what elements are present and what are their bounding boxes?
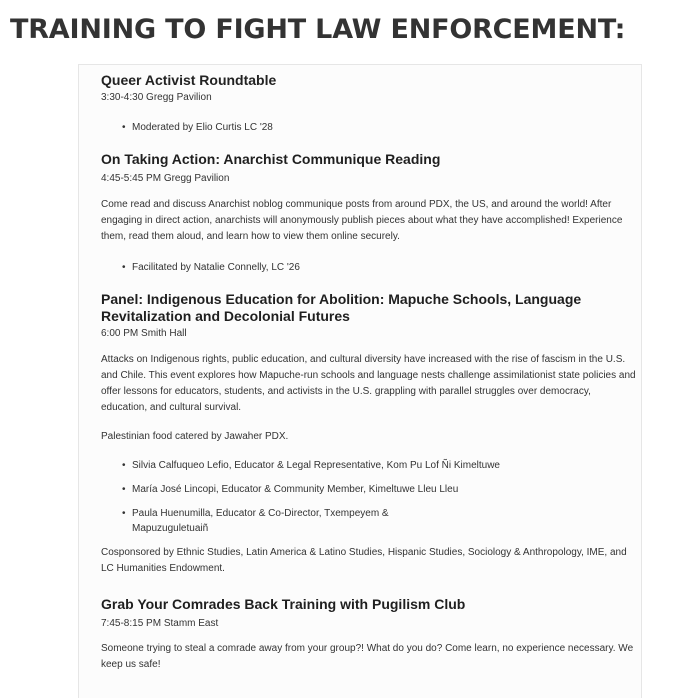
event-description-panel: Attacks on Indigenous rights, public education, and cultural diversity have increased with the rise of fascism in the U.S. and Chile. This event explores how Mapuche-run schools and language nests challenge assimilationist state policies and offer lessons for educators, students, and activists in the U.S. grappling with parallel struggles over democracy, education, and cultural survival. bbox=[101, 354, 636, 413]
event-meta-pugilism: 7:45-8:15 PM Stamm East bbox=[101, 618, 219, 629]
bullet-panelist-2: • María José Lincopi, Educator & Community Member, Kimeltuwe Lleu Lleu bbox=[132, 482, 612, 497]
event-meta-anarchist: 4:45-5:45 PM Gregg Pavilion bbox=[101, 173, 230, 184]
bullet-moderator: • Moderated by Elio Curtis LC '28 bbox=[132, 120, 612, 135]
headline: TRAINING TO FIGHT LAW ENFORCEMENT: bbox=[10, 14, 626, 45]
event-description-anarchist: Come read and discuss Anarchist noblog communique posts from around PDX, the US, and around the world! After engaging in direct action, anarchists will anonymously publish pieces about what they have accomplished! Experience them, read them aloud, and learn how to view them online securely. bbox=[101, 199, 623, 242]
event-description-pugilism: Someone trying to steal a comrade away from your group?! What do you do? Come learn, no experience necessary. We keep us safe! bbox=[101, 643, 634, 670]
event-schedule-document bbox=[78, 64, 642, 698]
bullet-facilitator: • Facilitated by Natalie Connelly, LC '26 bbox=[132, 260, 612, 275]
event-food-panel: Palestinian food catered by Jawaher PDX. bbox=[101, 431, 289, 442]
event-cosponsors-panel: Cosponsored by Ethnic Studies, Latin America & Latino Studies, Hispanic Studies, Sociology & Anthropology, IME, and LC Humanities Endowment. bbox=[101, 547, 627, 574]
event-title-queer-roundtable: Queer Activist Roundtable bbox=[101, 72, 277, 88]
event-meta-queer-roundtable: 3:30-4:30 Gregg Pavilion bbox=[101, 92, 212, 103]
bullet-panelist-3: • Paula Huenumilla, Educator & Co-Director, Txempeyem & Mapuzuguletuaiñ bbox=[132, 506, 422, 536]
event-title-panel: Panel: Indigenous Education for Abolition: Mapuche Schools, Language Revitalization and Decolonial Futures bbox=[101, 291, 582, 324]
event-meta-panel: 6:00 PM Smith Hall bbox=[101, 328, 187, 339]
event-title-anarchist: On Taking Action: Anarchist Communique Reading bbox=[101, 151, 441, 167]
bullet-panelist-1: • Silvia Calfuqueo Lefio, Educator & Legal Representative, Kom Pu Lof Ñi Kimeltuwe bbox=[132, 458, 612, 473]
event-title-pugilism: Grab Your Comrades Back Training with Pugilism Club bbox=[101, 596, 466, 612]
